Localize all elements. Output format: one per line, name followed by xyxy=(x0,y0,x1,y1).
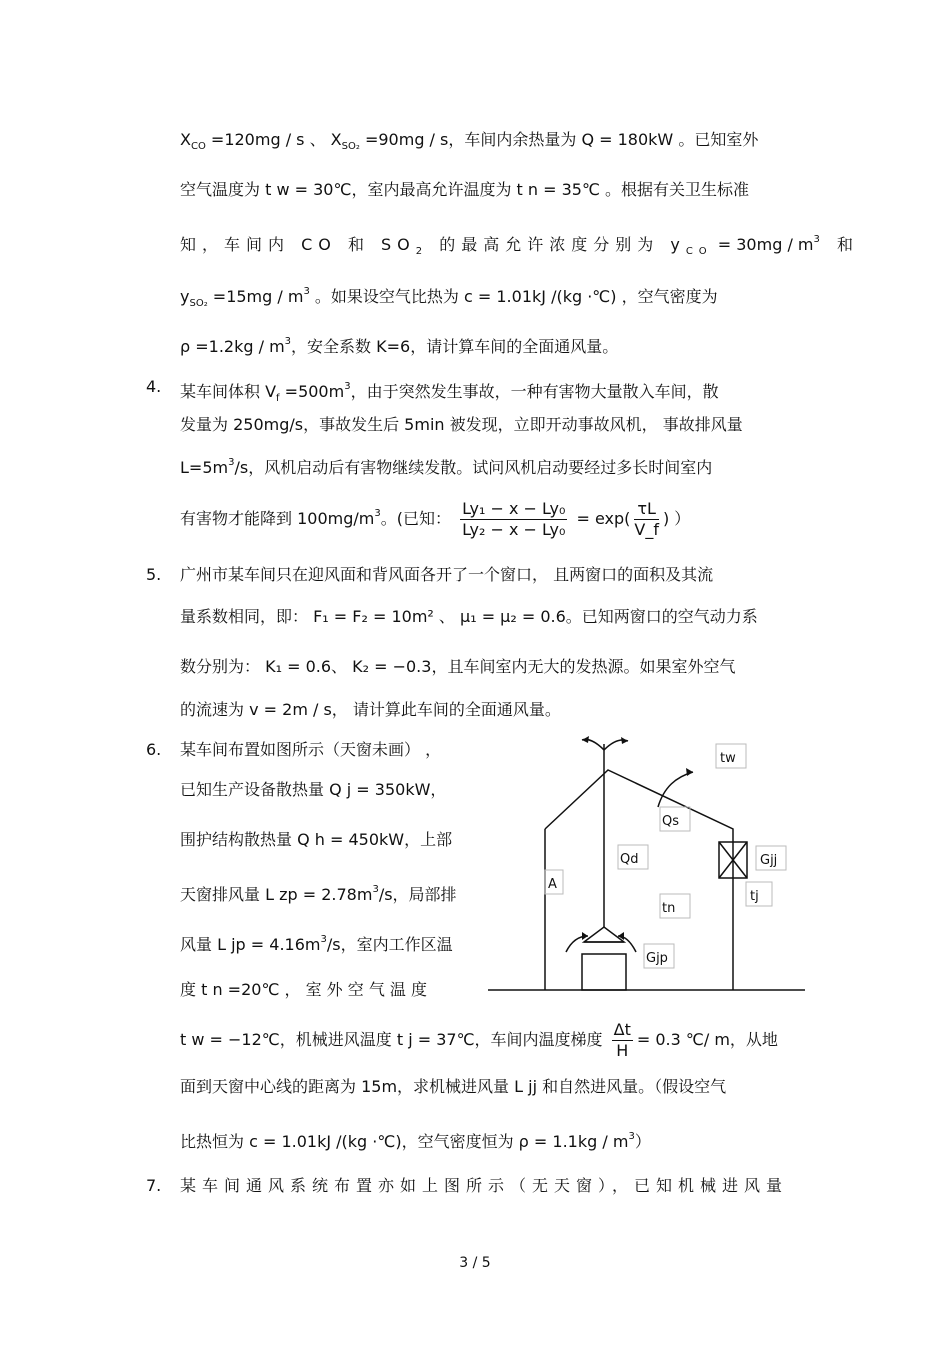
subscript: SO₂ xyxy=(189,298,208,309)
hood-arrow-left xyxy=(566,936,588,952)
q6-line9 xyxy=(180,1127,651,1152)
q6-number: 6. xyxy=(146,740,162,759)
text: 风量 L jp = 4.16m xyxy=(180,935,321,954)
label-tw: tw xyxy=(720,751,736,766)
subscript: SO₂ xyxy=(341,141,360,152)
text: t w = −12℃，机械进风温度 t j = 37℃，车间内温度梯度 xyxy=(180,1030,603,1049)
text: /s，风机启动后有害物继续发散。试问风机启动要经过多长时间室内 xyxy=(234,458,713,477)
subscript: CO xyxy=(685,246,713,257)
q6-line2: 已知生产设备散热量 Q j = 350kW， xyxy=(180,780,447,799)
text: 的最高允许浓度分别为 y xyxy=(428,235,686,254)
p3-line2: 空气温度为 t w = 30℃，室内最高允许温度为 t n = 35℃ 。根据有关卫生标准 xyxy=(180,180,750,199)
q4-line2: 发量为 250mg/s，事故发生后 5min 被发现，立即开动事故风机， 事故排风量 xyxy=(180,415,743,434)
q6-line3: 围护结构散热量 Q h = 450kW，上部 xyxy=(180,830,453,849)
fraction-numerator: τL xyxy=(634,499,659,520)
q6-line8: 面到天窗中心线的距离为 15m，求机械进风量 L jj 和自然进风量。（假设空气 xyxy=(180,1077,727,1096)
text: ρ =1.2kg / m xyxy=(180,337,285,356)
fraction-denominator: V_f xyxy=(634,520,659,539)
gradient-fraction xyxy=(612,1020,633,1061)
formula-fraction-2 xyxy=(634,499,659,540)
subscript: CO xyxy=(190,141,206,152)
label-a: A xyxy=(548,877,557,892)
hood-arrow-right xyxy=(618,936,636,952)
text: 有害物才能降到 100mg/m xyxy=(180,509,375,528)
text: =500m xyxy=(279,382,345,401)
workshop-diagram xyxy=(488,732,810,997)
q5-line1: 广州市某车间只在迎风面和背风面各开了一个窗口， 且两窗口的面积及其流 xyxy=(180,565,714,584)
q5-line3: 数分别为： K₁ = 0.6、 K₂ = −0.3，且车间室内无大的发热源。如果室外空气 xyxy=(180,657,736,676)
superscript: 3 xyxy=(344,381,351,392)
fraction-denominator: H xyxy=(616,1041,629,1060)
text: ，安全系数 K=6，请计算车间的全面通风量。 xyxy=(291,337,619,356)
q7-number: 7. xyxy=(146,1176,162,1195)
roof xyxy=(545,770,733,990)
text: ，由于突然发生事故，一种有害物大量散入车间，散 xyxy=(350,382,719,401)
text: y xyxy=(180,287,190,306)
text: /s，局部排 xyxy=(378,885,457,904)
q4-line4 xyxy=(180,492,690,541)
q5-number: 5. xyxy=(146,565,162,584)
q5-line4: 的流速为 v = 2m / s， 请计算此车间的全面通风量。 xyxy=(180,700,561,719)
text: X xyxy=(180,130,191,149)
page-number: 3 / 5 xyxy=(459,1255,491,1271)
superscript: 3 xyxy=(228,457,235,468)
q4-line3 xyxy=(180,453,712,478)
text: /s，室内工作区温 xyxy=(326,935,453,954)
text: 和 xyxy=(825,235,859,254)
text: L=5m xyxy=(180,458,229,477)
fraction-numerator: Ly₁ − x − Ly₀ xyxy=(462,499,566,518)
text: = 30mg / m xyxy=(712,235,814,254)
superscript: 3 xyxy=(813,234,826,245)
text: = 0.3 ℃/ m，从地 xyxy=(636,1030,778,1049)
text: ） xyxy=(634,1132,651,1151)
q6-line5 xyxy=(180,930,453,955)
text: 。如果设空气比热为 c = 1.01kJ /(kg ·℃) ，空气密度为 xyxy=(309,287,718,306)
text: 。(已知： xyxy=(380,509,451,528)
exhaust-hood xyxy=(584,927,624,942)
label-qd: Qd xyxy=(620,852,639,867)
p3-line5 xyxy=(180,332,618,357)
subscript: 2 xyxy=(415,246,429,257)
text: =120mg / s 、 X xyxy=(205,130,342,149)
text: 比热恒为 c = 1.01kJ /(kg ·℃)，空气密度恒为 ρ = 1.1kg / m xyxy=(180,1132,629,1151)
text: = exp( xyxy=(571,509,631,528)
text: ) ） xyxy=(662,509,691,528)
fraction-numerator: Δt xyxy=(613,1020,631,1039)
text: 知，车间内 CO 和 SO xyxy=(180,235,416,254)
q4-number: 4. xyxy=(146,377,162,396)
label-qs: Qs xyxy=(662,814,680,829)
q6-line6: 度 t n =20℃ ， 室 外 空 气 温 度 xyxy=(180,980,428,999)
fraction-denominator: Ly₂ − x − Ly₀ xyxy=(462,520,566,539)
label-tj: tj xyxy=(750,889,759,904)
text: 天窗排风量 L zp = 2.78m xyxy=(180,885,373,904)
superscript: 3 xyxy=(320,934,327,945)
label-gjp: Gjp xyxy=(646,951,668,966)
formula-fraction xyxy=(460,499,567,540)
q4-line1 xyxy=(180,377,719,409)
p3-line1 xyxy=(180,130,758,157)
superscript: 3 xyxy=(372,884,379,895)
superscript: 3 xyxy=(374,508,381,519)
text: =15mg / m xyxy=(207,287,304,306)
superscript: 3 xyxy=(628,1131,635,1142)
text: =90mg / s，车间内余热量为 Q = 180kW 。已知室外 xyxy=(359,130,759,149)
text: 某车间体积 V xyxy=(180,382,277,401)
p3-line3 xyxy=(180,230,859,262)
subscript: f xyxy=(276,393,280,404)
p3-line4 xyxy=(180,282,718,314)
superscript: 3 xyxy=(303,286,310,297)
q6-line1: 某车间布置如图所示（天窗未画） ， xyxy=(180,740,442,759)
q7-line1: 某车间通风系统布置亦如上图所示（无天窗），已知机械进风量 xyxy=(180,1176,789,1195)
q5-line2: 量系数相同，即： F₁ = F₂ = 10m² 、 μ₁ = μ₂ = 0.6。已知两窗口的空气动力系 xyxy=(180,607,758,626)
machine-box xyxy=(582,954,626,990)
label-gjj: Gjj xyxy=(760,853,778,868)
q6-line4 xyxy=(180,880,457,905)
label-tn: tn xyxy=(662,901,676,916)
q6-line7 xyxy=(180,1018,778,1062)
superscript: 3 xyxy=(284,336,292,347)
